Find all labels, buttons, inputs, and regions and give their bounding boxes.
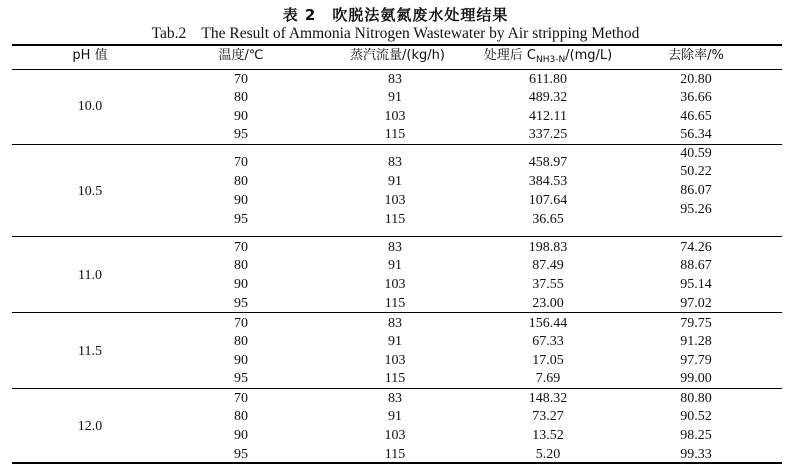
temperature-cell: 70 xyxy=(234,391,248,406)
removal-rate-cell: 36.66 xyxy=(680,90,712,105)
group-divider xyxy=(12,144,782,145)
concentration-cell: 107.64 xyxy=(528,193,568,208)
temperature-cell: 70 xyxy=(234,72,248,87)
temperature-cell: 90 xyxy=(234,277,248,292)
removal-rate-cell: 74.26 xyxy=(680,240,712,255)
ph-value: 11.5 xyxy=(78,344,102,359)
temperature-cell: 70 xyxy=(234,316,248,331)
removal-rate-cell: 97.79 xyxy=(680,353,712,368)
header-removal-rate: 去除率/% xyxy=(668,48,724,63)
steam-flow-cell: 83 xyxy=(388,391,402,406)
concentration-cell: 412.11 xyxy=(529,109,567,124)
steam-flow-cell: 83 xyxy=(388,316,402,331)
steam-flow-cell: 91 xyxy=(388,90,402,105)
temperature-cell: 95 xyxy=(234,296,248,311)
header-ph: pH 值 xyxy=(72,48,108,63)
temperature-cell: 95 xyxy=(234,127,248,142)
concentration-cell: 13.52 xyxy=(532,428,564,443)
header-concentration-prefix: 处理后 C xyxy=(483,48,536,63)
temperature-cell: 80 xyxy=(234,174,248,189)
temperature-cell: 80 xyxy=(234,258,248,273)
removal-rate-cell: 97.02 xyxy=(680,296,712,311)
removal-rate-cell: 40.59 xyxy=(680,146,712,161)
header-temperature: 温度/℃ xyxy=(218,48,264,63)
concentration-cell: 36.65 xyxy=(532,212,564,227)
header-steam-flow: 蒸汽流量/(kg/h) xyxy=(350,48,445,63)
temperature-cell: 90 xyxy=(234,428,248,443)
removal-rate-cell: 98.25 xyxy=(680,428,712,443)
steam-flow-cell: 103 xyxy=(384,353,406,368)
temperature-cell: 90 xyxy=(234,109,248,124)
removal-rate-cell: 46.65 xyxy=(680,109,712,124)
removal-rate-cell: 20.80 xyxy=(680,72,712,87)
steam-flow-cell: 115 xyxy=(384,371,406,386)
concentration-cell: 87.49 xyxy=(532,258,564,273)
header-rule xyxy=(12,69,782,70)
concentration-cell: 156.44 xyxy=(528,316,568,331)
steam-flow-cell: 91 xyxy=(388,258,402,273)
temperature-cell: 90 xyxy=(234,193,248,208)
temperature-cell: 95 xyxy=(234,212,248,227)
group-divider xyxy=(12,388,782,389)
header-concentration-subscript: NH3-N xyxy=(535,55,566,65)
concentration-cell: 17.05 xyxy=(532,353,564,368)
temperature-cell: 80 xyxy=(234,90,248,105)
concentration-cell: 337.25 xyxy=(528,127,568,142)
concentration-cell: 23.00 xyxy=(532,296,564,311)
removal-rate-cell: 90.52 xyxy=(680,409,712,424)
temperature-cell: 70 xyxy=(234,155,248,170)
steam-flow-cell: 83 xyxy=(388,72,402,87)
ph-value: 10.0 xyxy=(77,99,103,114)
removal-rate-cell: 88.67 xyxy=(680,258,712,273)
bottom-rule xyxy=(12,462,782,464)
steam-flow-cell: 91 xyxy=(388,334,402,349)
steam-flow-cell: 83 xyxy=(388,240,402,255)
temperature-cell: 70 xyxy=(234,240,248,255)
steam-flow-cell: 115 xyxy=(384,212,406,227)
removal-rate-cell: 99.00 xyxy=(680,371,712,386)
removal-rate-cell: 95.14 xyxy=(680,277,712,292)
header-concentration xyxy=(478,48,618,65)
removal-rate-cell: 79.75 xyxy=(680,316,712,331)
concentration-cell: 7.69 xyxy=(535,371,561,386)
concentration-cell: 37.55 xyxy=(532,277,564,292)
group-divider xyxy=(12,236,782,237)
steam-flow-cell: 115 xyxy=(384,447,406,462)
removal-rate-cell: 95.26 xyxy=(680,202,712,217)
concentration-cell: 73.27 xyxy=(532,409,564,424)
ph-value: 12.0 xyxy=(77,419,103,434)
header-concentration-suffix: /(mg/L) xyxy=(565,48,613,63)
steam-flow-cell: 103 xyxy=(384,428,406,443)
steam-flow-cell: 91 xyxy=(388,409,402,424)
steam-flow-cell: 115 xyxy=(384,127,406,142)
concentration-cell: 5.20 xyxy=(535,447,561,462)
temperature-cell: 95 xyxy=(234,371,248,386)
concentration-cell: 489.32 xyxy=(528,90,568,105)
ph-value: 11.0 xyxy=(78,268,102,283)
steam-flow-cell: 103 xyxy=(384,193,406,208)
temperature-cell: 95 xyxy=(234,447,248,462)
table-title-cn: 表 2 吹脱法氨氮废水处理结果 xyxy=(282,6,509,24)
steam-flow-cell: 103 xyxy=(384,109,406,124)
temperature-cell: 90 xyxy=(234,353,248,368)
concentration-cell: 458.97 xyxy=(528,155,568,170)
steam-flow-cell: 115 xyxy=(384,296,406,311)
steam-flow-cell: 103 xyxy=(384,277,406,292)
table-title-en: Tab.2 The Result of Ammonia Nitrogen Wastewater by Air stripping Method xyxy=(151,25,640,42)
ph-value: 10.5 xyxy=(77,184,103,199)
concentration-cell: 148.32 xyxy=(528,391,568,406)
concentration-cell: 384.53 xyxy=(528,174,568,189)
concentration-cell: 67.33 xyxy=(532,334,564,349)
temperature-cell: 80 xyxy=(234,409,248,424)
steam-flow-cell: 83 xyxy=(388,155,402,170)
concentration-cell: 198.83 xyxy=(528,240,568,255)
removal-rate-cell: 80.80 xyxy=(680,391,712,406)
top-rule xyxy=(12,44,782,46)
concentration-cell: 611.80 xyxy=(529,72,567,87)
removal-rate-cell: 99.33 xyxy=(680,447,712,462)
removal-rate-cell: 50.22 xyxy=(680,164,712,179)
removal-rate-cell: 91.28 xyxy=(680,334,712,349)
temperature-cell: 80 xyxy=(234,334,248,349)
group-divider xyxy=(12,312,782,313)
removal-rate-cell: 86.07 xyxy=(680,183,712,198)
steam-flow-cell: 91 xyxy=(388,174,402,189)
removal-rate-cell: 56.34 xyxy=(680,127,712,142)
